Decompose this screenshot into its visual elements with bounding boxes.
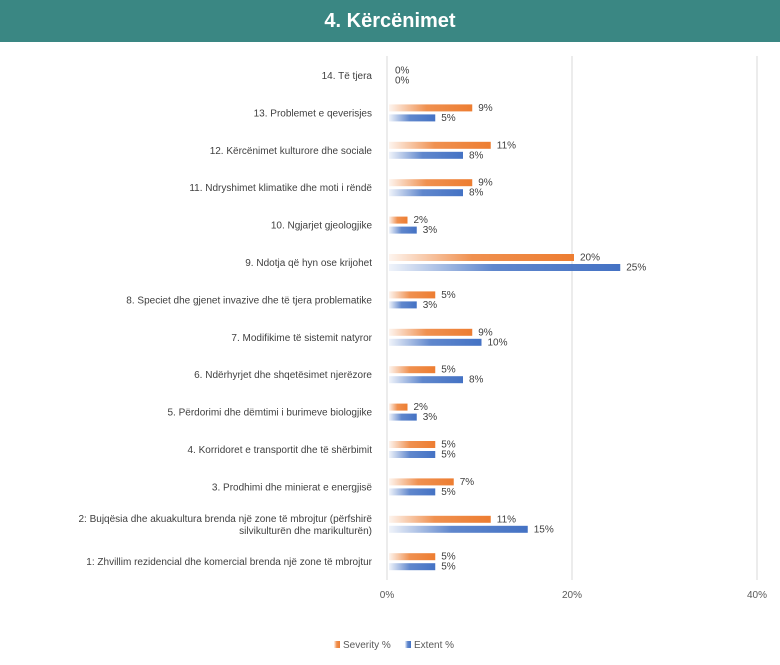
data-label-severity: 5%	[441, 551, 456, 563]
data-label-extent: 3%	[422, 299, 438, 311]
category-label: 10. Ngjarjet gjeologjike	[270, 220, 372, 232]
data-label-extent: 5%	[441, 561, 456, 573]
legend-swatch-extent	[405, 641, 411, 648]
legend-label-severity: Severity %	[343, 640, 391, 651]
bar-extent	[389, 301, 417, 308]
data-label-severity: 7%	[459, 476, 475, 488]
bar-severity	[389, 478, 454, 485]
bar-extent	[389, 114, 435, 121]
chart-title-banner	[0, 0, 780, 42]
x-tick-label: 20%	[561, 590, 583, 601]
data-label-severity: 11%	[496, 140, 517, 152]
legend-swatch-severity	[334, 641, 340, 648]
threats-bar-chart	[0, 42, 780, 665]
data-label-extent: 5%	[441, 486, 456, 498]
data-label-extent: 15%	[533, 524, 554, 536]
category-label: 14. Të tjera	[321, 71, 372, 82]
bar-severity	[389, 291, 435, 298]
x-tick-label: 40%	[746, 590, 768, 601]
category-label: 1: Zhvillim rezidencial dhe komercial brenda një zone të mbrojtur	[86, 557, 372, 569]
bar-severity	[389, 142, 491, 149]
data-label-severity: 2%	[413, 402, 428, 414]
bar-severity	[389, 516, 491, 523]
data-label-severity: 0%	[395, 65, 410, 77]
data-label-extent: 8%	[469, 374, 484, 386]
data-label-severity: 11%	[496, 514, 517, 526]
data-label-extent: 3%	[422, 412, 438, 424]
data-label-severity: 5%	[441, 439, 456, 451]
data-label-severity: 9%	[478, 327, 493, 339]
bar-extent	[389, 189, 463, 196]
data-label-extent: 5%	[441, 112, 456, 124]
category-label: 7. Modifikime të sistemit natyror	[231, 332, 372, 344]
bar-severity	[389, 254, 574, 261]
category-label: 11. Ndryshimet klimatike dhe moti i rëndë	[189, 183, 372, 195]
category-label: 12. Kërcënimet kulturore dhe sociale	[209, 145, 372, 157]
data-label-extent: 0%	[395, 75, 410, 87]
bar-severity	[389, 366, 435, 373]
bar-severity	[389, 404, 408, 411]
bar-severity	[389, 441, 435, 448]
data-label-severity: 9%	[478, 102, 493, 114]
bar-severity	[389, 179, 472, 186]
data-label-severity: 5%	[441, 289, 456, 301]
data-label-severity: 5%	[441, 364, 456, 376]
data-label-extent: 5%	[441, 449, 456, 461]
data-label-extent: 8%	[469, 187, 484, 199]
grid-lines	[387, 56, 757, 580]
data-label-extent: 25%	[626, 262, 647, 274]
bar-extent	[389, 451, 435, 458]
legend	[334, 640, 454, 651]
data-label-severity: 2%	[413, 215, 428, 227]
category-label: 13. Problemet e qeverisjes	[253, 108, 372, 120]
data-label-extent: 8%	[469, 150, 484, 162]
data-label-severity: 20%	[580, 252, 601, 264]
category-label: 8. Speciet dhe gjenet invazive dhe të tjera problematike	[126, 295, 372, 307]
bar-extent	[389, 339, 482, 346]
bar-severity	[389, 217, 408, 224]
bar-severity	[389, 104, 472, 111]
bar-extent	[389, 526, 528, 533]
bar-extent	[389, 264, 620, 271]
bar-severity	[389, 553, 435, 560]
category-label: 9. Ndotja që hyn ose krijohet	[245, 258, 372, 269]
bar-extent	[389, 488, 435, 495]
bar-extent	[389, 563, 435, 570]
category-label: 5. Përdorimi dhe dëmtimi i burimeve biologjike	[167, 407, 372, 419]
bar-extent	[389, 376, 463, 383]
x-tick-label: 0%	[379, 590, 395, 601]
bar-extent	[389, 152, 463, 159]
data-label-extent: 10%	[487, 337, 508, 349]
bar-extent	[389, 414, 417, 421]
chart-title: 4. Kërcënimet	[324, 10, 456, 32]
category-label: 4. Korridoret e transportit dhe të shërbimit	[187, 445, 372, 456]
legend-label-extent: Extent %	[414, 640, 455, 651]
data-label-extent: 3%	[422, 225, 438, 237]
bar-extent	[389, 227, 417, 234]
category-label: 2: Bujqësia dhe akuakultura brenda një zone të mbrojtur (përfshirë silvikulturën dhe marikulturën)	[78, 513, 372, 537]
category-label: 6. Ndërhyrjet dhe shqetësimet njerëzore	[194, 370, 372, 382]
category-label: 3. Prodhimi dhe minierat e energjisë	[211, 482, 372, 494]
data-label-severity: 9%	[478, 177, 493, 189]
bar-severity	[389, 329, 472, 336]
